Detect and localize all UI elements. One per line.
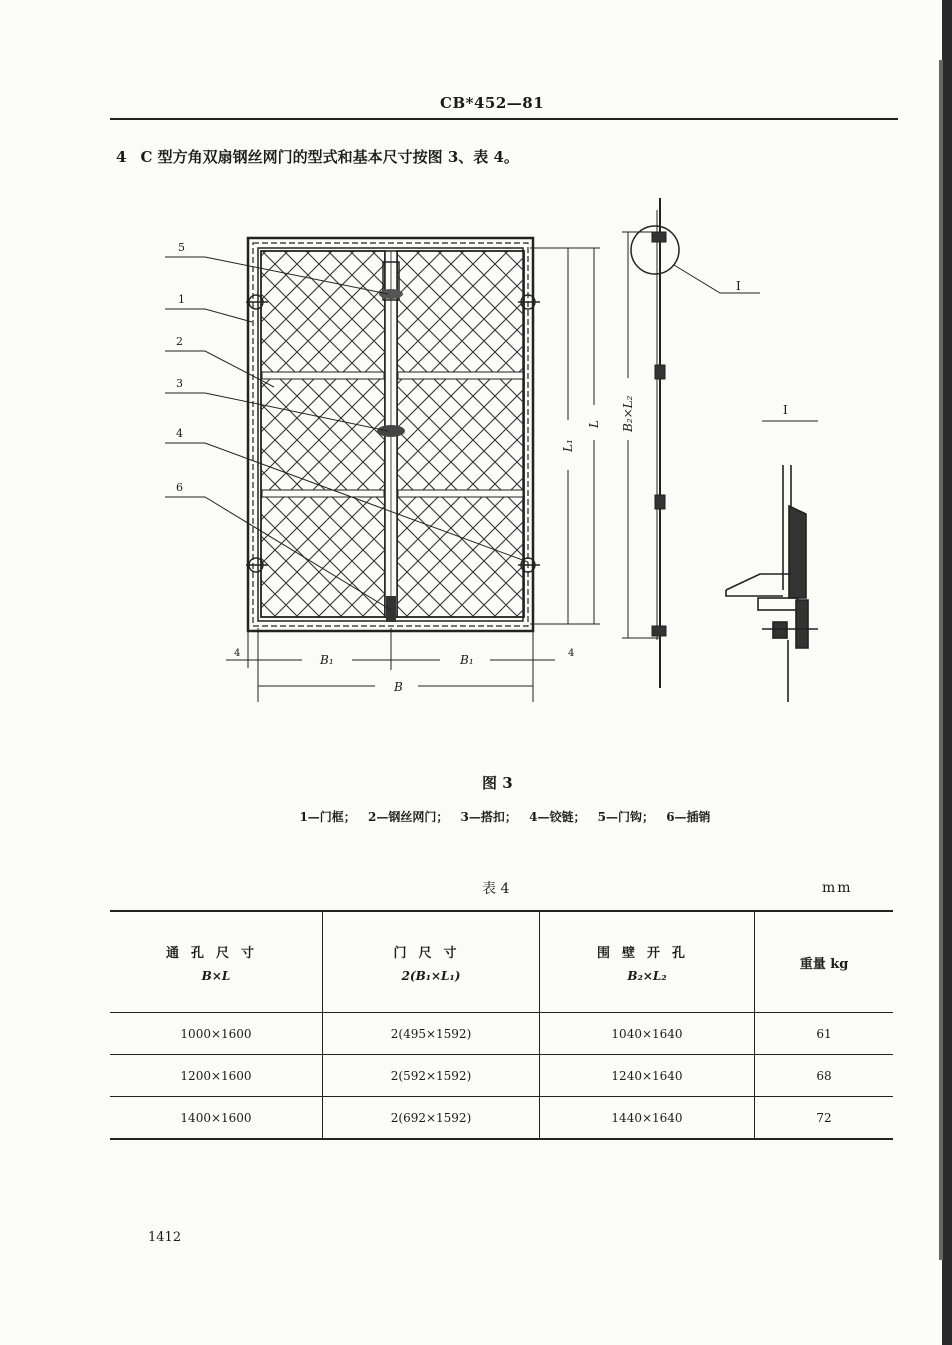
scan-edge-shadow (936, 0, 952, 1345)
callout-2: 2 (176, 335, 183, 348)
cell-opening: 1200×1600 (110, 1055, 323, 1097)
legend-item: 4—铰链； (529, 810, 586, 824)
legend-item: 6—插销 (666, 810, 711, 824)
clause-number: 4 (116, 148, 127, 166)
standard-code: CB*452—81 (440, 94, 545, 112)
right-door-leaf (397, 251, 524, 617)
col-header-door: 门尺寸 2(B₁×L₁) (323, 911, 540, 1013)
callout-3: 3 (176, 377, 183, 390)
dimension-table (110, 910, 893, 1140)
col-header-bulkhead: 围壁开孔 B₂×L₂ (540, 911, 755, 1013)
dim-gap-right: 4 (568, 648, 575, 659)
table-row (110, 1013, 893, 1055)
cell-weight: 61 (755, 1013, 894, 1055)
dim-b1-right: B₁ (460, 653, 474, 667)
legend-item: 5—门钩； (597, 810, 654, 824)
table-row (110, 1097, 893, 1140)
width-dimensions (226, 628, 555, 702)
side-elevation (631, 198, 760, 688)
height-dimensions (530, 232, 660, 638)
dim-b: B (394, 680, 403, 694)
detail-title: I (783, 403, 788, 417)
dim-b2l2: B₂×L₂ (621, 395, 635, 432)
callout-4: 4 (176, 427, 183, 440)
detail-marker: I (736, 279, 741, 293)
clause-body: C 型方角双扇钢丝网门的型式和基本尺寸按图 3、表 4。 (140, 148, 519, 166)
table-row (110, 1055, 893, 1097)
table-title: 表 4 (482, 881, 510, 897)
page-number: 1412 (148, 1230, 182, 1245)
col-header-weight: 重量 kg (755, 911, 894, 1013)
table-unit: mm (822, 880, 853, 896)
cell-bulkhead: 1040×1640 (540, 1013, 755, 1055)
hook-eye (379, 289, 403, 299)
legend-item: 3—搭扣； (460, 810, 517, 824)
cell-door: 2(592×1592) (323, 1055, 540, 1097)
cell-bulkhead: 1240×1640 (540, 1055, 755, 1097)
dim-l: L (587, 420, 601, 428)
cell-weight: 72 (755, 1097, 894, 1140)
callout-5: 5 (178, 241, 185, 254)
dim-l1: L₁ (561, 439, 575, 452)
dim-b1-left: B₁ (320, 653, 334, 667)
figure-caption: 图 3 (482, 774, 513, 792)
left-door-leaf (261, 251, 385, 617)
cell-weight: 68 (755, 1055, 894, 1097)
callout-1: 1 (178, 293, 185, 306)
legend-item: 1—门框； (299, 810, 356, 824)
hasp (377, 425, 405, 437)
detail-section (726, 465, 818, 702)
legend-item: 2—钢丝网门； (368, 810, 449, 824)
cell-door: 2(495×1592) (323, 1013, 540, 1055)
cell-opening: 1400×1600 (110, 1097, 323, 1140)
figure-legend (0, 808, 952, 825)
bolt (386, 596, 396, 622)
table-header-row (110, 911, 893, 1013)
cell-door: 2(692×1592) (323, 1097, 540, 1140)
callout-6: 6 (176, 481, 183, 494)
dim-gap-left: 4 (234, 648, 241, 659)
cell-opening: 1000×1600 (110, 1013, 323, 1055)
cell-bulkhead: 1440×1640 (540, 1097, 755, 1140)
col-header-opening: 通孔尺寸 B×L (110, 911, 323, 1013)
